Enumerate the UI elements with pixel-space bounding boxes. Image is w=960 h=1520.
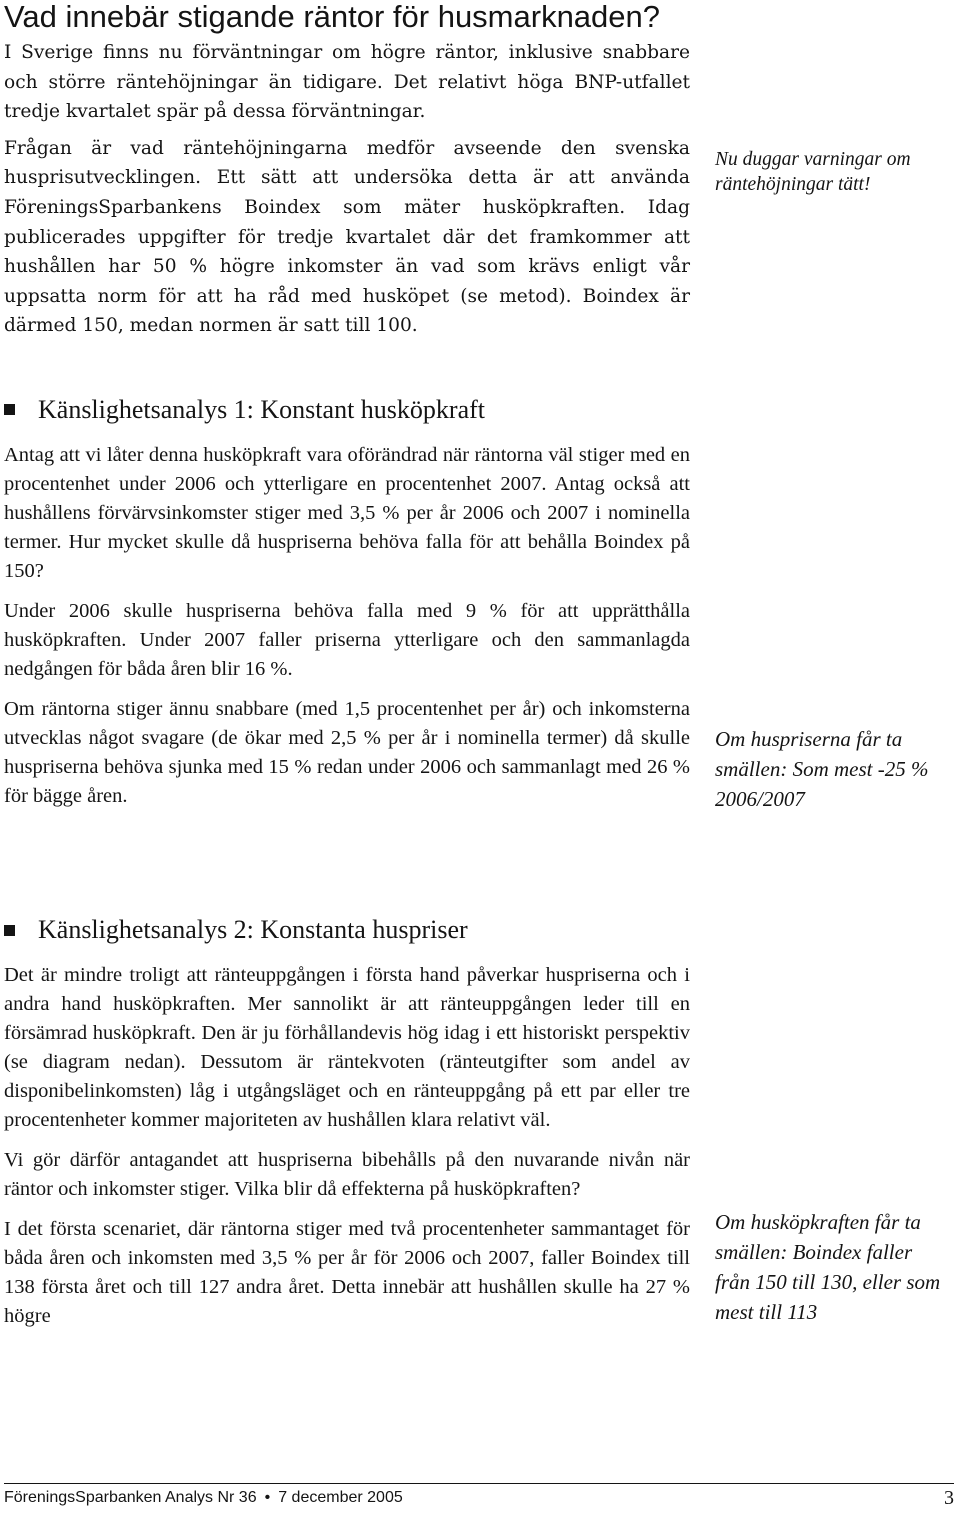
section2-bullet-icon <box>4 925 15 936</box>
section1-paragraph-2: Under 2006 skulle huspriserna behöva falla med 9 % för att upprätthålla husköpkraften. Under 2007 faller priserna ytterligare och den sammanlagda nedgången för båda åren blir 16 %. <box>4 600 690 680</box>
intro-paragraph-1: I Sverige finns nu förväntningar om högre räntor, inklusive snabbare och större räntehöjningar än tidigare. Det relativt höga BNP-utfallet tredje kvartalet spär på dessa förväntningar. <box>4 42 690 123</box>
section2-paragraph-2: Vi gör därför antagandet att huspriserna bibehålls på den nuvarande nivån när räntor och inkomster stiger. Vilka blir då effekterna på husköpkraften? <box>4 1149 690 1200</box>
margin-note-rate-warnings: Nu duggar varningar om räntehöjningar tätt! <box>715 149 911 195</box>
page-title: Vad innebär stigande räntor för husmarknaden? <box>4 0 661 34</box>
section1-paragraph-1: Antag att vi låter denna husköpkraft vara oförändrad när räntorna väl stiger med en procentenhet under 2006 och ytterligare en procentenhet 2007. Antag också att hushållens förvärvsinkomster stiger med 3,5 % per år 2006 och 2007 i nominella termer. Hur mycket skulle då huspriserna behöva falla för att behålla Boindex på 150? <box>4 444 690 582</box>
footer-divider <box>4 1483 954 1484</box>
margin-note-purchasing-power: Om husköpkraften får ta smällen: Boindex faller från 150 till 130, eller som mest till 113 <box>715 1210 941 1324</box>
page-number: 3 <box>944 1487 954 1509</box>
footer-separator: • <box>264 1489 271 1506</box>
section1-paragraph-3: Om räntorna stiger ännu snabbare (med 1,5 procentenhet per år) och inkomsterna utvecklas något svagare (de ökar med 2,5 % per år i nominella termer) då skulle huspriserna behöva sjunka med 15 % redan under 2006 och sammanlagt med 26 % för bägge åren. <box>4 698 690 807</box>
section2-text <box>4 961 690 1331</box>
section2-paragraph-3: I det första scenariet, där räntorna stiger med två procentenheter sammantaget för båda åren och inkomsten med 3,5 % per år för 2006 och 2007, faller Boindex till 138 första året och till 127 andra året. Detta innebär att hushållen skulle ha 27 % högre <box>4 1218 690 1327</box>
margin-note-house-prices: Om huspriserna får ta smällen: Som mest -25 % 2006/2007 <box>715 727 929 811</box>
footer <box>4 1487 403 1509</box>
section1-bullet-icon <box>4 404 15 415</box>
footer-publication: FöreningsSparbanken Analys Nr 36 <box>4 1489 257 1506</box>
section2-heading: Känslighetsanalys 2: Konstanta huspriser <box>38 915 468 944</box>
footer-date: 7 december 2005 <box>278 1489 403 1506</box>
intro-text <box>4 38 690 341</box>
section1-heading: Känslighetsanalys 1: Konstant husköpkraft <box>38 395 485 424</box>
section2-paragraph-1: Det är mindre troligt att ränteuppgången i första hand påverkar huspriserna och i andra hand husköpkraften. Mer sannolikt är att ränteuppgången leder till en försämrad husköpkraft. Den är ju förhållandevis hög idag i ett historiskt perspektiv (se diagram nedan). Dessutom är räntekvoten (ränteutgifter som andel av disponibelinkomsten) låg i utgångsläget och en ränteuppgång på ett par eller tre procentenheter kommer majoriteten av hushållen klara relativt väl. <box>4 964 690 1131</box>
intro-paragraph-2: Frågan är vad räntehöjningarna medför avseende den svenska husprisutvecklingen. Ett sätt att undersöka detta är att använda FöreningsSparbankens Boindex som mäter husköpkraften. Idag publicerades uppgifter för tredje kvartalet där det framkommer att hushållen har 50 % högre inkomster än vad som krävs enligt vår uppsatta norm för att ha råd med husköpet (se metod). Boindex är därmed 150, medan normen är satt till 100. <box>4 137 690 337</box>
section1-text <box>4 441 690 811</box>
